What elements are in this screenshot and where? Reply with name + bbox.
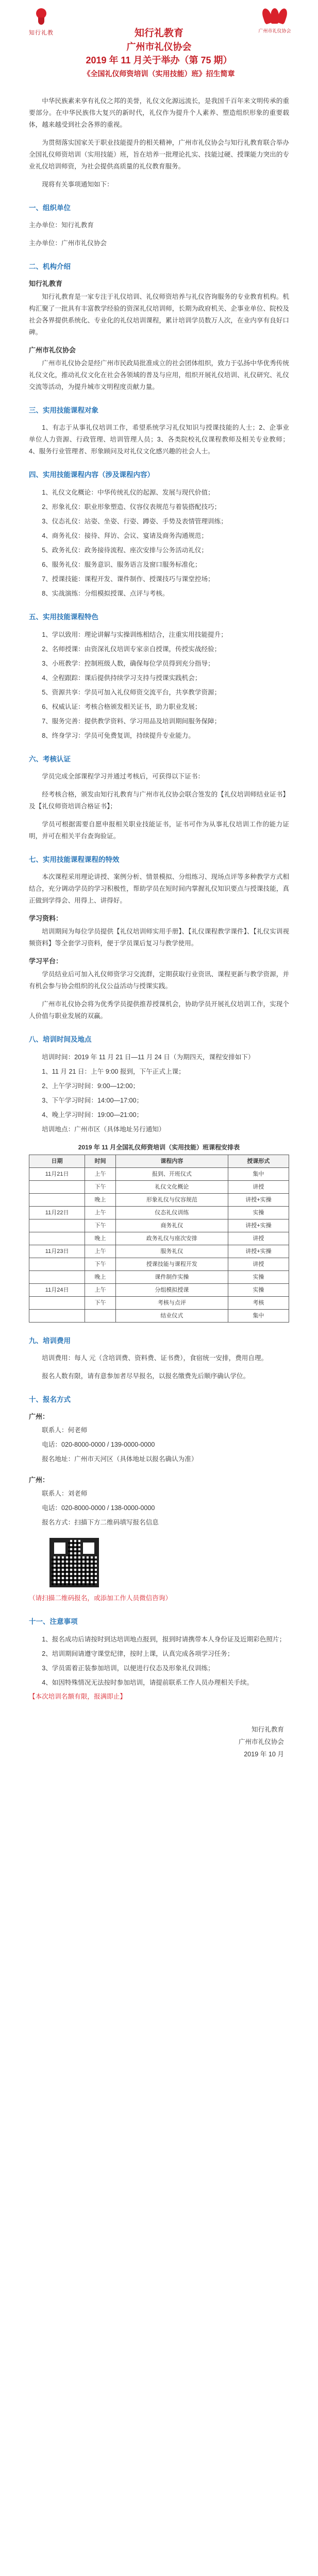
notice-item: 1、报名成功后请按时到达培训地点报到，报到时请携带本人身份证及近期彩色照片；: [42, 1636, 286, 1643]
contact-line: 联系人：何老师: [42, 1427, 88, 1434]
association-logo-icon: [260, 8, 290, 26]
table-cell: 实操: [228, 1271, 289, 1284]
signature-date: 2019 年 10 月: [244, 1751, 284, 1758]
table-cell: 讲授+实操: [228, 1245, 289, 1258]
intro-paragraph: 中华民族素来享有礼仪之邦的美誉，礼仪文化源远流长，是我国千百年来文明传承的重要部分。在中华民族伟大复兴的新时代，礼仪作为提升个人素养、塑造组织形象的重要载体，越来越受到社会各界的重视。: [29, 97, 289, 128]
table-cell: 讲授: [228, 1232, 289, 1245]
table-row: [29, 1271, 289, 1284]
intro-paragraph: 为贯彻落实国家关于职业技能提升的相关精神，广州市礼仪协会与知行礼教育联合举办全国礼仪师资培训（实用技能）班，旨在培养一批理论扎实、技能过硬、授课能力突出的专业礼仪培训师资，为社会提供高质量的礼仪教育服务。: [29, 139, 289, 170]
table-cell: 下午: [85, 1258, 116, 1271]
table-cell: 晚上: [85, 1271, 116, 1284]
materials-paragraph: 培训期间为每位学员提供【礼仪培训师实用手册】、【礼仪课程教学课件】、【礼仪实训视频资料】等全套学习资料，便于学员课后复习与教学使用。: [29, 928, 289, 947]
right-logo-text: 广州市礼仪协会: [258, 28, 291, 33]
table-cell: 下午: [85, 1219, 116, 1232]
flame-logo-icon: [32, 8, 51, 27]
table-header: 日期: [29, 1155, 85, 1168]
table-header: 授课形式: [228, 1155, 289, 1168]
schedule-line: 1、11 月 21 日：上午 9:00 报到，下午正式上课；: [42, 1068, 185, 1075]
contact-line: 报名方式：扫描下方二维码填写报名信息: [42, 1519, 159, 1526]
contact-block: [29, 1475, 289, 1529]
table-row: [29, 1194, 289, 1207]
table-row: [29, 1284, 289, 1297]
table-cell: [29, 1297, 85, 1310]
table-header: 课程内容: [115, 1155, 228, 1168]
table-cell: 11月22日: [29, 1207, 85, 1219]
certification-paragraph: 经考核合格，颁发由知行礼教育与广州市礼仪协会联合签发的【礼仪培训师结业证书】及【礼仪师资培训合格证书】；: [29, 791, 289, 810]
table-cell: 授课技能与课程开发: [115, 1258, 228, 1271]
table-cell: 实操: [228, 1284, 289, 1297]
section-heading: 一、组织单位: [29, 204, 71, 212]
table-cell: 形象礼仪与仪容规范: [115, 1194, 228, 1207]
table-cell: 集中: [228, 1310, 289, 1323]
intro-paragraph: 现将有关事项通知如下：: [42, 181, 113, 188]
contact-line: 电话：020-8000-0000 / 139-0000-0000: [42, 1441, 155, 1448]
organizer-line: 主办单位：广州市礼仪协会: [29, 240, 107, 247]
organizer-line: 主办单位：知行礼教育: [29, 222, 94, 229]
table-row: [29, 1181, 289, 1194]
notice-item: 3、学员需着正装参加培训，以便进行仪态及形象礼仪训练；: [42, 1665, 214, 1672]
org-subtitle: 知行礼教育: [29, 280, 63, 287]
table-cell: 上午: [85, 1168, 116, 1181]
table-cell: 政务礼仪与座次安排: [115, 1232, 228, 1245]
platform-paragraph: 学员结业后可加入礼仪师资学习交流群，定期获取行业资讯、课程更新与教学资源，并有机会参与协会组织的礼仪公益活动与授课实践。: [29, 971, 289, 990]
table-cell: 礼仪文化概论: [115, 1181, 228, 1194]
table-cell: 服务礼仪: [115, 1245, 228, 1258]
schedule-line: 3、下午学习时间：14:00—17:00；: [42, 1097, 143, 1104]
table-cell: 课件制作实操: [115, 1271, 228, 1284]
org-description: 广州市礼仪协会是经广州市民政局批准成立的社会团体组织，致力于弘扬中华优秀传统礼仪文化，推动礼仪文化在社会各领域的普及与应用，组织开展礼仪培训、礼仪研究、礼仪交流等活动，为提升城市文明程度贡献力量。: [29, 360, 289, 391]
section-heading: 三、实用技能课程对象: [29, 406, 98, 414]
table-cell: 讲授: [228, 1181, 289, 1194]
notice-item: 2、培训期间请遵守课堂纪律，按时上课，认真完成各项学习任务；: [42, 1650, 234, 1657]
course-item: 8、实战演练：分组模拟授课、点评与考核。: [42, 590, 169, 597]
table-row: [29, 1310, 289, 1323]
document-title-block: [0, 27, 318, 80]
table-cell: 11月23日: [29, 1245, 85, 1258]
table-cell: [29, 1181, 85, 1194]
table-header-row: [29, 1155, 289, 1168]
schedule-line: 2、上午学习时间：9:00—12:00；: [42, 1082, 140, 1090]
table-cell: 仪态礼仪训练: [115, 1207, 228, 1219]
section-heading: 八、培训时间及地点: [29, 1036, 92, 1043]
contact-city: 广州：: [29, 1476, 49, 1484]
capacity-warning: 【本次培训名额有限，报满即止】: [29, 1693, 126, 1700]
contact-block: [29, 1411, 289, 1465]
table-cell: 上午: [85, 1207, 116, 1219]
feature-item: 7、服务完善：提供教学资料、学习用品及培训期间服务保障；: [42, 718, 221, 725]
section-heading: 十、报名方式: [29, 1396, 71, 1403]
course-item: 4、商务礼仪：接待、拜访、会议、宴请及商务沟通规范；: [42, 532, 208, 539]
table-cell: 上午: [85, 1245, 116, 1258]
table-cell: 分组模拟授课: [115, 1284, 228, 1297]
feature-item: 8、终身学习：学员可免费复训，持续提升专业能力。: [42, 732, 195, 739]
qr-note: （请扫描二维码报名，或添加工作人员微信咨询）: [29, 1595, 172, 1602]
table-cell: [29, 1232, 85, 1245]
section-heading: 六、考核认证: [29, 755, 71, 763]
platform-paragraph: 广州市礼仪协会将为优秀学员提供推荐授课机会，协助学员开展礼仪培训工作，实现个人价值与职业发展的双赢。: [29, 1001, 289, 1020]
course-item: 6、服务礼仪：服务意识、服务语言及窗口服务标准化；: [42, 561, 202, 568]
organizer-title-1: 知行礼教育: [134, 28, 183, 39]
table-cell: 上午: [85, 1284, 116, 1297]
feature-item: 1、学以致用：理论讲解与实操训练相结合，注重实用技能提升；: [42, 631, 227, 638]
table-cell: 结业仪式: [115, 1310, 228, 1323]
feature-item: 4、全程跟踪：课后提供持续学习支持与授课实践机会；: [42, 674, 202, 682]
table-cell: 考核: [228, 1297, 289, 1310]
table-cell: 报到、开班仪式: [115, 1168, 228, 1181]
table-cell: 下午: [85, 1297, 116, 1310]
program-title: 《全国礼仪师资培训（实用技能）班》招生简章: [83, 70, 235, 78]
contact-line: 报名地址：广州市天河区（具体地址以报名确认为准）: [42, 1455, 198, 1463]
audience-paragraph: 1、有志于从事礼仪培训工作，希望系统学习礼仪知识与授课技能的人士；2、企事业单位人力资源、行政管理、培训管理人员；3、各类院校礼仪课程教师及相关专业教师；4、服务行业管理者、形象顾问及对礼仪文化感兴趣的社会人士。: [29, 424, 289, 455]
table-body: [29, 1168, 289, 1323]
table-cell: [29, 1219, 85, 1232]
table-cell: [29, 1310, 85, 1323]
table-cell: 实操: [228, 1207, 289, 1219]
course-item: 1、礼仪文化概论：中华传统礼仪的起源、发展与现代价值；: [42, 489, 214, 496]
table-cell: [29, 1258, 85, 1271]
left-logo-text: 知行礼教: [29, 30, 54, 36]
signature-org: 广州市礼仪协会: [238, 1738, 284, 1745]
table-row: [29, 1297, 289, 1310]
notice-item: 4、如因特殊情况无法按时参加培训，请提前联系工作人员办理相关手续。: [42, 1679, 254, 1686]
signature-block: [29, 1723, 284, 1760]
course-item: 2、形象礼仪：职业形象塑造、仪容仪表规范与着装搭配技巧；: [42, 503, 221, 511]
section-heading: 九、培训费用: [29, 1337, 71, 1345]
contact-line: 联系人：刘老师: [42, 1490, 88, 1497]
table-cell: 商务礼仪: [115, 1219, 228, 1232]
table-row: [29, 1207, 289, 1219]
document-body: [29, 95, 289, 1760]
course-item: 5、政务礼仪：政务接待流程、座次安排与公务活动礼仪；: [42, 547, 208, 554]
table-cell: 晚上: [85, 1194, 116, 1207]
table-cell: 讲授+实操: [228, 1219, 289, 1232]
fee-paragraph: 报名人数有限，请有意参加者尽早报名，以报名缴费先后顺序确认学位。: [42, 1372, 250, 1380]
table-cell: 11月24日: [29, 1284, 85, 1297]
certification-paragraph: 学员可根据需要自愿申报相关职业技能证书，证书可作为从事礼仪培训工作的能力证明，并可在相关平台查询验证。: [29, 821, 289, 840]
feature-item: 3、小班教学：控制班级人数，确保每位学员得到充分指导；: [42, 660, 214, 667]
table-cell: 考核与点评: [115, 1297, 228, 1310]
feature-item: 2、名师授课：由资深礼仪培训专家亲自授课，传授实战经验；: [42, 646, 221, 653]
course-item: 3、仪态礼仪：站姿、坐姿、行姿、蹲姿、手势及表情管理训练；: [42, 518, 227, 525]
materials-subtitle: 学习资料：: [29, 914, 63, 922]
table-cell: 11月21日: [29, 1168, 85, 1181]
table-cell: 讲授: [228, 1258, 289, 1271]
feature-item: 5、资源共享：学员可加入礼仪师资交流平台，共享教学资源；: [42, 689, 221, 696]
schedule-line: 培训时间：2019 年 11 月 21 日—11 月 24 日（为期四天，课程安排如下）: [42, 1054, 255, 1061]
table-cell: [29, 1271, 85, 1284]
table-header: 时间: [85, 1155, 116, 1168]
signature-org: 知行礼教育: [252, 1726, 284, 1733]
table-cell: 讲授+实操: [228, 1194, 289, 1207]
platform-subtitle: 学习平台：: [29, 957, 63, 965]
fee-paragraph: 培训费用：每人 元（含培训费、资料费、证书费），食宿统一安排，费用自理。: [42, 1354, 268, 1362]
table-cell: [29, 1194, 85, 1207]
table-row: [29, 1258, 289, 1271]
contact-city: 广州：: [29, 1413, 49, 1420]
section-heading: 二、机构介绍: [29, 263, 71, 270]
organizer-title-2: 广州市礼仪协会: [126, 42, 192, 52]
table-caption: 2019 年 11 月全国礼仪师资培训（实用技能）班课程安排表: [78, 1144, 240, 1151]
schedule-line: 4、晚上学习时间：19:00—21:00；: [42, 1111, 143, 1118]
section-heading: 四、实用技能课程内容（涉及课程内容）: [29, 471, 154, 479]
table-cell: 下午: [85, 1181, 116, 1194]
contact-line: 电话：020-8000-0000 / 138-0000-0000: [42, 1504, 155, 1512]
section-heading: 七、实用技能课程课程的特效: [29, 856, 120, 863]
section-heading: 五、实用技能课程特色: [29, 613, 98, 621]
table-row: [29, 1168, 289, 1181]
course-schedule-table: [29, 1140, 289, 1323]
section-heading: 十一、注意事项: [29, 1618, 78, 1625]
table-cell: 集中: [228, 1168, 289, 1181]
feature-item: 6、权威认证：考核合格颁发相关证书，助力职业发展；: [42, 703, 202, 710]
method-paragraph: 本次课程采用理论讲授、案例分析、情景模拟、分组练习、现场点评等多种教学方式相结合，充分调动学员的学习积极性，帮助学员在短时间内掌握礼仪知识要点与授课技能，真正做到学得会、用得上、讲得好。: [29, 873, 289, 904]
course-item: 7、授课技能：课程开发、课件制作、授课技巧与课堂控场；: [42, 575, 214, 583]
table-row: [29, 1219, 289, 1232]
org-subtitle: 广州市礼仪协会: [29, 346, 76, 354]
session-title: 2019 年 11 月关于举办（第 75 期）: [86, 55, 232, 65]
certification-paragraph: 学员完成全部课程学习并通过考核后，可获得以下证书：: [42, 773, 205, 780]
table-row: [29, 1245, 289, 1258]
schedule-line: 培训地点：广州市区（具体地址另行通知）: [42, 1126, 165, 1133]
org-description: 知行礼教育是一家专注于礼仪培训、礼仪师资培养与礼仪咨询服务的专业教育机构。机构汇聚了一批具有丰富教学经验的资深礼仪培训师，长期为政府机关、企事业单位、院校及社会各界提供系统化、专业化的礼仪培训课程，累计培训学员数万人次，在业内享有良好口碑。: [29, 293, 289, 336]
table-cell: 晚上: [85, 1232, 116, 1245]
table-cell: [85, 1310, 116, 1323]
table-row: [29, 1232, 289, 1245]
registration-qr-code[interactable]: [49, 1538, 99, 1587]
